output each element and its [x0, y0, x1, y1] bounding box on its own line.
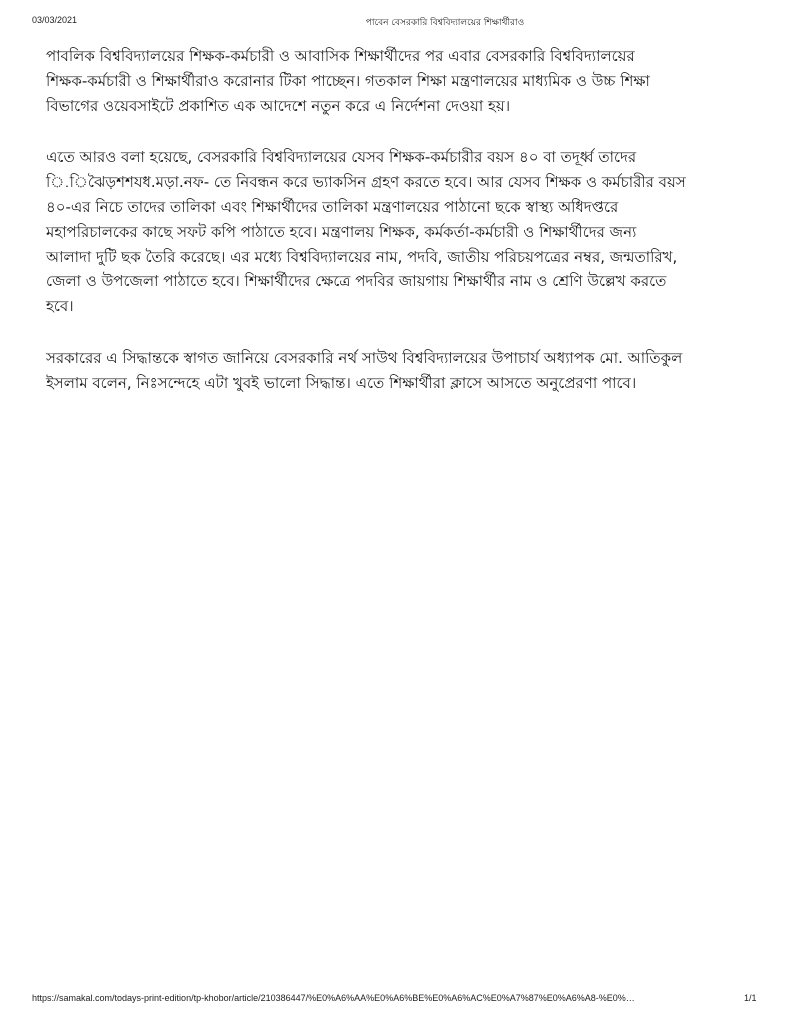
paragraph-line: ি.িঝৈড়শশযধ.মড়া.নফ- তে নিবন্ধন করে ভ্যাকসিন গ্রহণ করতে হবে। আর যেসব শিক্ষক ও কর্মচারীর বয়স: [46, 173, 686, 192]
page-number: 1/1: [744, 993, 757, 1003]
paragraph-line: এতে আরও বলা হয়েছে, বেসরকারি বিশ্ববিদ্যালয়ের যেসব শিক্ষক-কর্মচারীর বয়স ৪০ বা তদূর্ধ্ব তাদের: [46, 148, 637, 167]
article-body: [46, 44, 748, 423]
paragraph-line: ইসলাম বলেন, নিঃসন্দেহে এটা খুবই ভালো সিদ্ধান্ত। এতে শিক্ষার্থীরা ক্লাসে আসতে অনুপ্রেরণা পাবে।: [46, 373, 637, 392]
paragraph-line: পাবলিক বিশ্ববিদ্যালয়ের শিক্ষক-কর্মচারী ও আবাসিক শিক্ষার্থীদের পর এবার বেসরকারি বিশ্ববিদ্যালয়ের: [46, 47, 635, 65]
print-header-title: পাবেন বেসরকারি বিশ্ববিদ্যালয়ের শিক্ষার্থীরাও: [365, 18, 525, 28]
paragraph-line: মহাপরিচালকের কাছে সফট কপি পাঠাতে হবে। মন্ত্রণালয় শিক্ষক, কর্মকর্তা-কর্মচারী ও শিক্ষার্থীদের জন্য: [46, 222, 637, 241]
paragraph-line: আলাদা দুটি ছক তৈরি করেছে। এর মধ্যে বিশ্ববিদ্যালয়ের নাম, পদবি, জাতীয় পরিচয়পত্রের নম্বর, জন্মতারিখ,: [46, 247, 678, 266]
article-paragraph: [46, 145, 748, 319]
paragraph-line: সরকারের এ সিদ্ধান্তকে স্বাগত জানিয়ে বেসরকারি নর্থ সাউথ বিশ্ববিদ্যালয়ের উপাচার্য অধ্যাপক মো. আতিকুল: [46, 348, 683, 367]
paragraph-line: শিক্ষক-কর্মচারী ও শিক্ষার্থীরাও করোনার টিকা পাচ্ছেন। গতকাল শিক্ষা মন্ত্রণালয়ের মাধ্যমিক ও উচ্চ শিক্ষা: [46, 71, 650, 90]
paragraph-line: হবে।: [46, 297, 74, 316]
print-footer-url: https://samakal.com/todays-print-edition/tp-khobor/article/210386447/%E0%A6%AA%E0%A6%BE%E0%A6%AC%E0%A7%87%E0%A6%A8-%E0%…: [32, 993, 635, 1003]
article-paragraph: [46, 346, 748, 396]
print-date: 03/03/2021: [32, 15, 78, 25]
article-paragraph: [46, 44, 748, 118]
paragraph-line: ৪০-এর নিচে তাদের তালিকা এবং শিক্ষার্থীদের তালিকা মন্ত্রণালয়ের পাঠানো ছকে স্বাস্থ্য অধিদপ্তরে: [46, 197, 619, 216]
paragraph-line: বিভাগের ওয়েবসাইটে প্রকাশিত এক আদেশে নতুন করে এ নির্দেশনা দেওয়া হয়।: [46, 96, 511, 115]
paragraph-line: জেলা ও উপজেলা পাঠাতে হবে। শিক্ষার্থীদের ক্ষেত্রে পদবির জায়গায় শিক্ষার্থীর নাম ও শ্রেণি উল্লেখ করতে: [46, 272, 667, 291]
